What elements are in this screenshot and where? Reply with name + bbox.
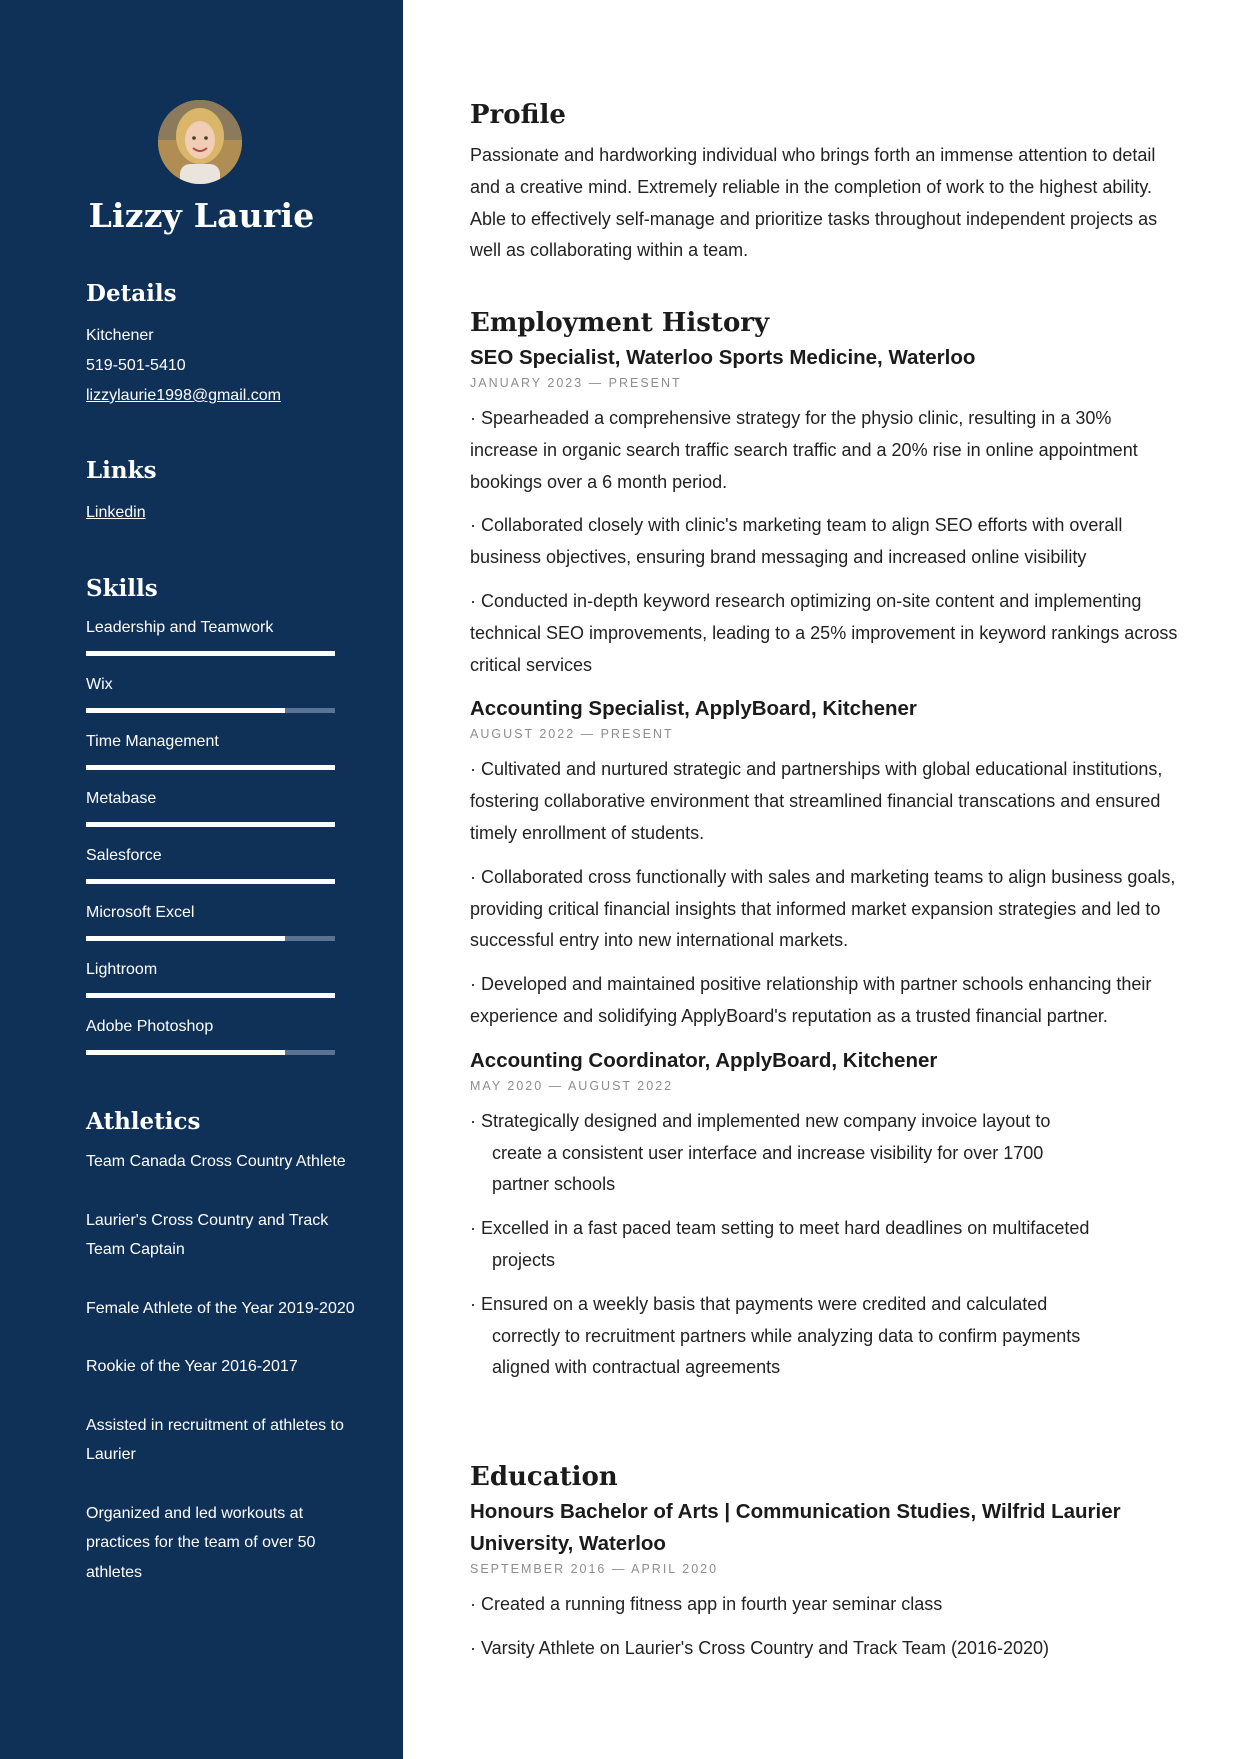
job-bullet: · Cultivated and nurtured strategic and partnerships with global educational institutions, fostering collaborative environment that streamlined financial transcations and ensured timely enrollment of students. [470,759,1163,843]
skill-level-bar [86,765,335,770]
skill-item [86,730,356,787]
athletics-item: Team Canada Cross Country Athlete [86,1153,346,1170]
skill-item [86,616,356,673]
education-heading: Education [470,1462,618,1492]
skill-label: Time Management [86,733,219,750]
skill-level-fill [86,936,285,941]
athletics-item: Female Athlete of the Year 2019-2020 [86,1299,355,1317]
skill-level-fill [86,879,335,884]
skill-item [86,1015,356,1072]
education-dates: SEPTEMBER 2016 — APRIL 2020 [470,1562,719,1576]
person-name: Lizzy Laurie [88,196,315,235]
details-email-link[interactable]: lizzylaurie1998@gmail.com [86,387,281,404]
skill-label: Wix [86,676,113,693]
job-dates: JANUARY 2023 — PRESENT [470,376,682,390]
details-city: Kitchener [86,327,154,344]
profile-photo-icon [158,100,242,184]
job-bullet: · Excelled in a fast paced team setting to meet hard deadlines on multifaceted projects [470,1218,1090,1270]
skills-section [86,575,356,1072]
skill-level-bar [86,879,335,884]
education-section [470,1462,1170,1677]
employment-heading: Employment History [470,308,770,338]
skill-level-fill [86,1050,285,1055]
job-entry [470,342,1180,681]
athletics-heading: Athletics [86,1108,201,1135]
skill-level-bar [86,1050,335,1055]
links-heading: Links [86,457,157,484]
job-bullet: · Spearheaded a comprehensive strategy for the physio clinic, resulting in a 30% increase in organic search traffic search traffic and a 20% rise in online appointment bookings over a 6 month period. [470,408,1138,492]
athletics-list [86,1147,356,1587]
job-dates: MAY 2020 — AUGUST 2022 [470,1078,674,1093]
skill-level-bar [86,822,335,827]
athletics-item: Rookie of the Year 2016-2017 [86,1358,298,1375]
skill-item [86,787,356,844]
skill-label: Leadership and Teamwork [86,619,274,636]
details-heading: Details [86,280,177,307]
skills-heading: Skills [86,575,158,602]
skill-label: Lightroom [86,961,158,978]
athletics-item: Assisted in recruitment of athletes to Laurier [86,1416,344,1463]
skill-label: Salesforce [86,847,162,864]
skill-level-fill [86,993,335,998]
details-section [86,280,356,411]
skill-item [86,673,356,730]
links-section [86,457,356,528]
jobs-list [470,342,1180,1384]
skill-level-bar [86,936,335,941]
sidebar [0,0,403,1759]
skill-label: Adobe Photoshop [86,1018,214,1035]
job-bullet: · Ensured on a weekly basis that payments were credited and calculated correctly to recruitment partners while analyzing data to confirm payments aligned with contractual agreements [470,1293,1081,1378]
education-bullet: · Created a running fitness app in fourth year seminar class [470,1594,943,1614]
job-entry [470,1045,1180,1384]
job-bullet: · Collaborated closely with clinic's marketing team to align SEO efforts with overall business objectives, ensuring brand messaging and increased online visibility [470,515,1123,568]
skill-level-bar [86,708,335,713]
profile-text: Passionate and hardworking individual who brings forth an immense attention to detail and a creative mind. Extremely reliable in the completion of work to the highest ability. Able to effectively self-manage and prioritize tasks throughout independent projects as well as collaborating within a team. [470,145,1158,261]
skill-item [86,844,356,901]
job-entry [470,693,1180,1032]
skill-level-fill [86,822,335,827]
skill-level-bar [86,651,335,656]
job-bullet: · Developed and maintained positive relationship with partner schools enhancing their experience and solidifying ApplyBoard's reputation as a trusted financial partner. [470,974,1152,1026]
education-bullet: · Varsity Athlete on Laurier's Cross Country and Track Team (2016-2020) [470,1637,1050,1658]
avatar [158,100,242,184]
job-title: SEO Specialist, Waterloo Sports Medicine, Waterloo [470,346,976,369]
profile-section [470,100,1243,267]
skill-label: Microsoft Excel [86,904,195,921]
linkedin-link[interactable]: Linkedin [86,504,146,521]
job-dates: AUGUST 2022 — PRESENT [470,727,674,742]
athletics-section [86,1108,356,1616]
skill-item [86,901,356,958]
job-bullet: · Strategically designed and implemented new company invoice layout to create a consistent user interface and increase visibility for over 1700 partner schools [470,1110,1051,1195]
education-title: Honours Bachelor of Arts | Communication Studies, Wilfrid Laurier University, Waterloo [470,1500,1121,1555]
job-bullet: · Conducted in-depth keyword research optimizing on-site content and implementing technical SEO improvements, leading to a 25% improvement in keyword rankings across critical services [470,590,1178,675]
skills-list [86,616,356,1072]
main-content [403,0,1243,1759]
employment-section [470,308,1180,1396]
skill-level-fill [86,651,335,656]
skill-level-fill [86,765,335,770]
job-bullet: · Collaborated cross functionally with sales and marketing teams to align business goals, providing critical financial insights that informed market expansion strategies and led to successful entry into new international markets. [470,866,1176,951]
profile-heading: Profile [470,100,566,130]
skill-level-bar [86,993,335,998]
skill-level-fill [86,708,285,713]
skill-label: Metabase [86,790,157,807]
job-title: Accounting Specialist, ApplyBoard, Kitchener [470,697,917,721]
details-phone: 519-501-5410 [86,357,186,374]
athletics-item: Laurier's Cross Country and Track Team Captain [86,1211,329,1258]
skill-item [86,958,356,1015]
athletics-item: Organized and led workouts at practices for the team of over 50 athletes [86,1504,316,1581]
job-title: Accounting Coordinator, ApplyBoard, Kitchener [470,1048,938,1072]
